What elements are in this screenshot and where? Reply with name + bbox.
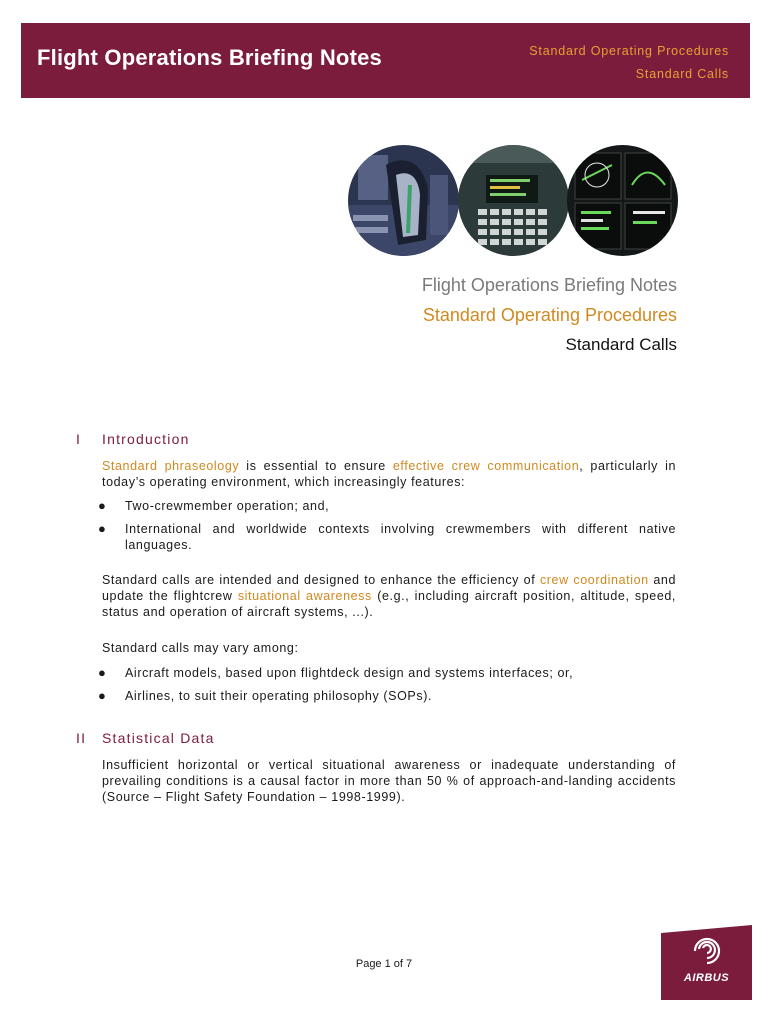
paragraph-text: is essential to ensure xyxy=(239,459,393,473)
page-number: Page 1 of 7 xyxy=(355,958,413,970)
header-subtitle-sop: Standard Operating Procedures xyxy=(529,44,729,58)
bullet-icon: ● xyxy=(98,498,107,513)
header-subtitle-calls: Standard Calls xyxy=(635,67,729,81)
airbus-logo-icon xyxy=(661,925,752,1000)
list-item-text: Airlines, to suit their operating philosophy (SOPs). xyxy=(125,689,433,703)
cover-title-subject: Standard Calls xyxy=(565,335,677,354)
primary-flight-display-photo xyxy=(567,145,678,256)
highlight-term: effective crew communication xyxy=(392,459,580,473)
cover-photos xyxy=(348,145,678,257)
section-number: II xyxy=(76,730,87,746)
intro-paragraph xyxy=(102,458,676,490)
list-item xyxy=(98,498,676,514)
list-item-text: Aircraft models, based upon flightdeck design and systems interfaces; or, xyxy=(125,666,574,680)
highlight-term: situational awareness xyxy=(237,589,372,603)
mcdu-keypad-photo xyxy=(458,145,569,256)
cover-title-series: Flight Operations Briefing Notes xyxy=(421,275,677,295)
standard-calls-paragraph xyxy=(102,572,676,620)
statistical-data-paragraph: Insufficient horizontal or vertical situational awareness or inadequate understanding of prevailing conditions is a causal factor in more than 50 % of approach-and-landing accidents (Source – Flight Safety Foundation – 1998-1999). xyxy=(102,758,676,804)
cover-titles xyxy=(422,270,677,360)
list-item xyxy=(98,688,676,704)
header-banner xyxy=(21,23,750,98)
paragraph-text: Standard calls are intended and designed to enhance the efficiency of xyxy=(102,573,540,587)
section-number: I xyxy=(76,431,82,447)
section-heading-statistical-data xyxy=(76,730,215,746)
bullet-icon: ● xyxy=(98,521,107,536)
bullet-icon: ● xyxy=(98,665,107,680)
bullet-icon: ● xyxy=(98,688,107,703)
highlight-term: Standard phraseology xyxy=(102,459,240,473)
section-heading-introduction xyxy=(76,431,190,447)
document-title: Flight Operations Briefing Notes xyxy=(37,45,382,70)
section-title: Statistical Data xyxy=(102,730,215,746)
paragraph-text: , particularly in today’s operating environment, which increasingly features: xyxy=(102,459,676,489)
cockpit-throttle-photo xyxy=(348,145,459,256)
list-item xyxy=(98,521,676,553)
highlight-term: crew coordination xyxy=(539,573,649,587)
cover-title-topic: Standard Operating Procedures xyxy=(422,305,677,325)
paragraph-text: (e.g., including aircraft position, altitude, speed, status and operation of aircraft systems, ...). xyxy=(102,589,676,619)
vary-among-paragraph: Standard calls may vary among: xyxy=(102,641,299,655)
paragraph-text: and update the flightcrew xyxy=(102,573,676,603)
list-item xyxy=(98,665,676,681)
list-item-text: Two-crewmember operation; and, xyxy=(125,499,330,513)
airbus-logo xyxy=(661,925,752,1000)
logo-text: AIRBUS xyxy=(683,972,730,984)
list-item-text: International and worldwide contexts involving crewmembers with different native languages. xyxy=(125,522,676,552)
header-subtitles xyxy=(529,40,729,86)
section-title: Introduction xyxy=(102,431,190,447)
